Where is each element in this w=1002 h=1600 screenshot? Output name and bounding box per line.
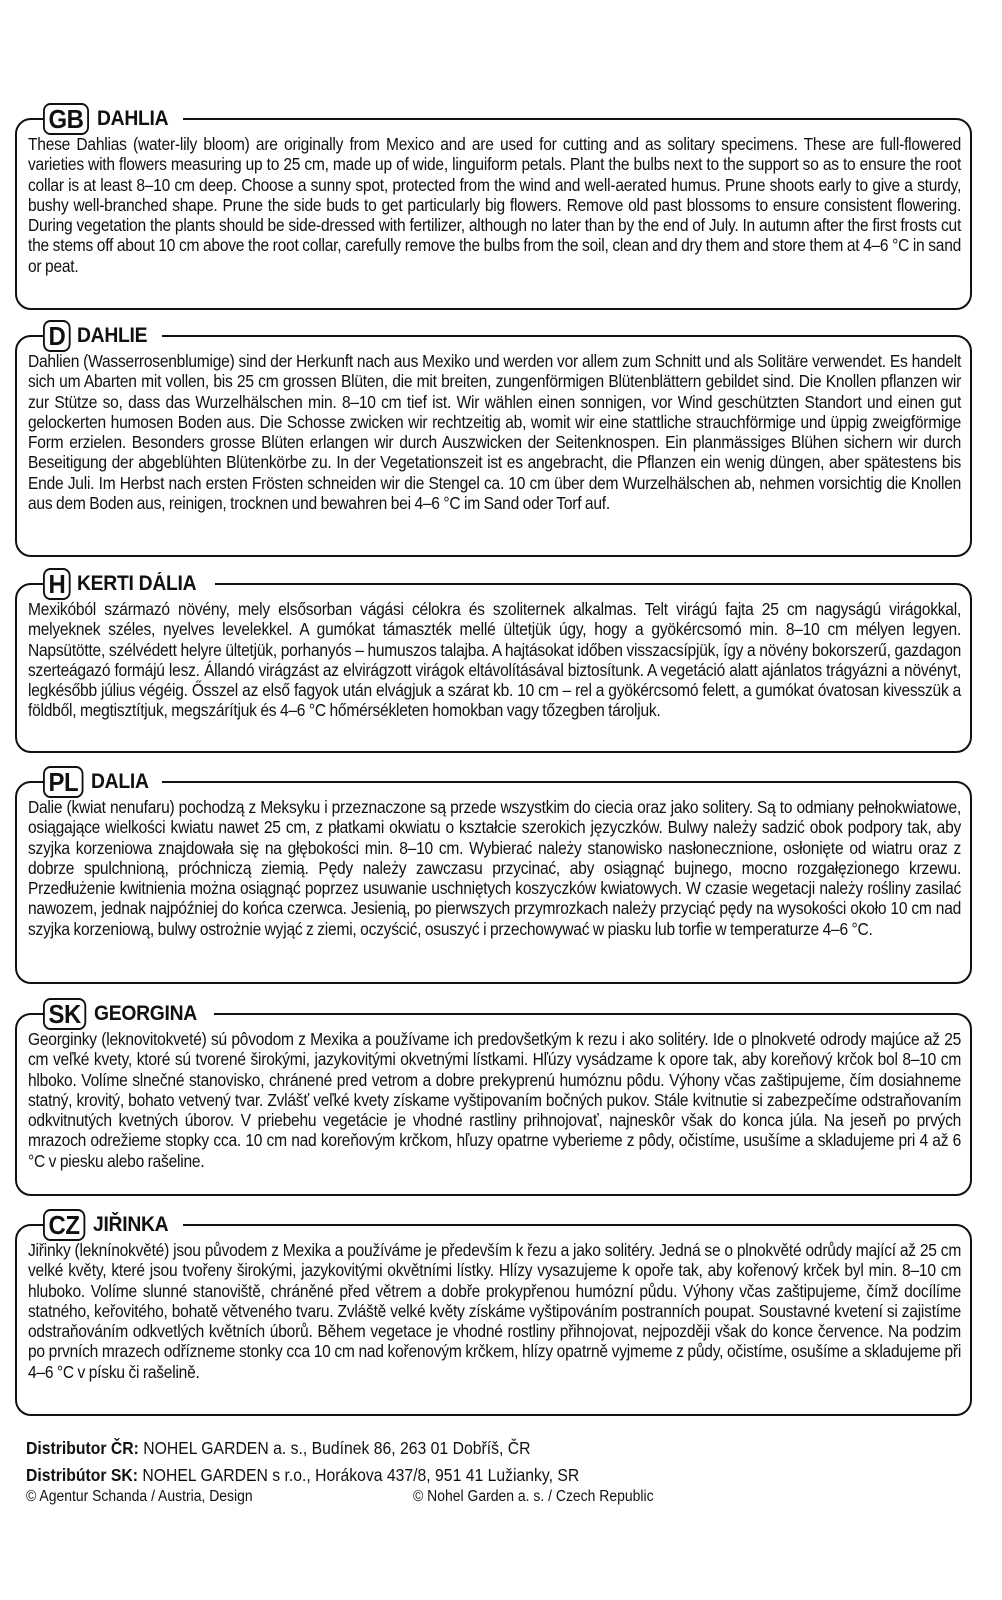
section-header <box>43 568 215 600</box>
section-text: These Dahlias (water-lily bloom) are originally from Mexico and are used for cutting and as solitary specimens. These are full-flowered varieties with flowers measuring up to 25 cm, made up of wide, linguiform petals. Plant the bulbs next to the support so as to ensure the root collar is at least 8–10 cm deep. Choose a sunny spot, protected from the wind and well-aerated humus. Prune shoots early to give a sturdy, bushy well-branched shape. Prune the side buds to get particularly big flowers. Remove old past blossoms to ensure consistent flowering. During vegetation the plants should be side-dressed with fertilizer, although no later than by the end of July. In autumn after the first frosts cut the stems off about 10 cm above the root collar, carefully remove the bulbs from the soil, clean and dry them and store them at 4–6 °C in sand or peat. <box>28 134 962 276</box>
distributor-cr <box>26 1438 530 1459</box>
section-text: Dahlien (Wasserrosenblumige) sind der Herkunft nach aus Mexiko und werden vor allem zum Schnitt und als Solitäre verwendet. Es handelt sich um Abarten mit vollen, bis 25 cm grossen Blüten, die mit breiten, zungenförmigen Blütenblättern gebildet sind. Die Knollen pflanzen wir zur Stütze so, dass das Wurzelhälschen min. 8–10 cm tief ist. Wir wählen einen sonnigen, vor Wind geschützten Standort und einen gut gelockerten humosen Boden aus. Die Schosse zwicken wir rechtzeitig ab, womit wir eine stattliche strauchförmige und üppig zweigförmige Form erzielen. Besonders grosse Blüten erlangen wir durch Auszwicken der Seitenknospen. Ein planmässiges Blühen sichern wir durch Beseitigung der abgeblühten Blütenkörbe zu. In der Vegetationszeit ist es angebracht, die Pflanzen ein wenig düngen, aber spätestens bis Ende Juli. Im Herbst nach ersten Frösten schneiden wir die Stengel ca. 10 cm über dem Wurzelhälschen ab, nehmen vorsichtig die Knollen aus dem Boden aus, reinigen, trocknen und bewahren bei 4–6 °C im Sand oder Torf auf. <box>28 351 962 514</box>
language-badge: PL <box>43 766 84 798</box>
section-header <box>43 320 162 352</box>
language-badge: CZ <box>43 1209 85 1241</box>
language-badge: GB <box>43 103 89 135</box>
section-header <box>43 103 183 135</box>
section-header <box>43 1209 183 1241</box>
distributor-sk-value: NOHEL GARDEN s r.o., Horákova 437/8, 951 41 Lužianky, SR <box>142 1465 580 1485</box>
language-badge: SK <box>43 998 86 1030</box>
section-d <box>15 321 972 557</box>
distributor-cr-value: NOHEL GARDEN a. s., Budínek 86, 263 01 Dobříš, ČR <box>143 1438 531 1458</box>
section-title: DAHLIE <box>77 324 148 347</box>
section-title: DAHLIA <box>97 107 169 130</box>
section-title: DALIA <box>91 770 149 793</box>
section-header <box>43 998 214 1030</box>
section-header <box>43 766 162 798</box>
distributor-sk <box>26 1465 579 1486</box>
distributor-cr-label: Distributor ČR: <box>26 1438 139 1458</box>
section-gb <box>15 104 972 310</box>
section-title: JIŘINKA <box>92 1213 169 1236</box>
section-h <box>15 569 972 753</box>
language-badge: H <box>43 568 71 600</box>
section-cz <box>15 1210 972 1416</box>
section-text: Jiřinky (leknínokvěté) jsou původem z Mexika a používáme je především k řezu a jako solitéry. Jedná se o plnokvěté odrůdy mající až 25 cm velké květy, které jsou tvořeny širokými, jazykovitými okvětními lístky. Hlízy vysazujeme k opoře tak, aby kořenový krček byl min. 8–10 cm hluboko. Volíme slunné stanoviště, chráněné před větrem a dobře prokypřenou humózní půdu. Výhony včas zaštipujeme, čímž docílíme statného, keřovitého, bohatě větveného tvaru. Zvláště velké květy získáme vyštipováním postranních poupat. Soustavné kvetení si zajistíme odstraňováním odkvetlých květních úborů. Během vegetace je vhodné rostliny přihnojovat, nejpozději však do konce července. Na podzim po prvních mrazech odřízneme stonky cca 10 cm nad kořenovým krčkem, hlízy opatrně vyjmeme z půdy, očistíme, osušíme a skladujeme při 4–6 °C v písku či rašelině. <box>28 1240 962 1382</box>
language-badge: D <box>43 320 71 352</box>
copyright-company: © Nohel Garden a. s. / Czech Republic <box>413 1488 654 1505</box>
section-title: KERTI DÁLIA <box>77 572 197 595</box>
section-pl <box>15 767 972 984</box>
distributor-sk-label: Distribútor SK: <box>26 1465 139 1485</box>
copyright-design: © Agentur Schanda / Austria, Design <box>26 1488 253 1505</box>
section-sk <box>15 999 972 1196</box>
section-text: Mexikóból származó növény, mely elsősorban vágási célokra és szoliternek alkalmas. Telt virágú fajta 25 cm nagyságú virágokkal, melyeknek széles, nyelves levelekkel. A gumókat támaszték mellé ültetjük úgy, hogy a gyökércsomó min. 8–10 cm mélyen legyen. Napsütötte, szélvédett helyre ültetjük, porhanyós – humuszos talajba. A hajtásokat időben visszacsípjük, így a növény bokorszerű, gazdagon szerteágazó formájú lesz. Állandó virágzást az elvirágzott virágok eltávolításával biztosítunk. A vegetáció alatt ajánlatos trágyázni a növényt, legkésőbb július végéig. Ősszel az első fagyok után elvágjuk a szárat kb. 10 cm – rel a gyökércsomó felett, a gumókat óvatosan kivesszük a földből, megtisztítjuk, megszárítjuk és 4–6 °C hőmérsékleten homokban vagy tőzegben tároljuk. <box>28 599 962 721</box>
section-text: Georginky (leknovitokveté) sú pôvodom z Mexika a používame ich predovšetkým k rezu i ako solitéry. Ide o plnokveté odrody majúce až 25 cm veľké kvety, ktoré sú tvorené širokými, jazykovitými okvetnými lístkami. Hľúzy vysádzame k opore tak, aby koreňový krčok bol 8–10 cm hlboko. Volíme slnečné stanovisko, chránené pred vetrom a dobre prekyprenú humóznu pôdu. Výhony včas zaštipujeme, čím dosiahneme statný, krovitý, bohato vetvený tvar. Zvlášť veľké kvety získame vyštipovaním bočných pukov. Stále kvitnutie si zabezpečíme odstraňovaním odkvitnutých kvetných úborov. V priebehu vegetácie je vhodné rastliny prihnojovať, najneskôr však do konca júla. Na jeseň po prvých mrazoch odrežieme stopky cca. 10 cm nad koreňovým krčkom, hľuzy opatrne vyberieme z pôdy, očistíme, usušíme a skladujeme pri 4 až 6 °C v piesku alebo rašeline. <box>28 1029 962 1171</box>
section-text: Dalie (kwiat nenufaru) pochodzą z Meksyku i przeznaczone są przede wszystkim do ciecia oraz jako solitery. Są to odmiany pełnokwiatowe, osiągające wielkości kwiatu nawet 25 cm, z płatkami okwiatu o kształcie szerokich języczków. Bulwy należy sadzić obok podpory tak, aby szyjka korzeniowa znajdowała się na głębokości min. 8–10 cm. Wybierać należy stanowisko nasłonecznione, osłonięte od wiatru oraz z dobrze spulchnioną, próchniczą ziemią. Pędy należy zawczasu przycinać, aby osiągnąć bujnego, mocno rozgałęzionego krzewu. Przedłużenie kwitnienia można osiągnąć poprzez usuwanie uschniętych koszyczków kwiatowych. W czasie wegetacji należy rośliny zasilać nawozem, jednak najpóźniej do końca czerwca. Jesienią, po pierwszych przymrozkach należy przyciąć pędy na wysokości około 10 cm nad szyjka korzeniową, bulwy ostrożnie wyjąć z ziemi, oczyścić, osuszyć i przechowywać w piasku lub torfie w temperaturze 4–6 °C. <box>28 797 962 939</box>
section-title: GEORGINA <box>94 1002 198 1025</box>
